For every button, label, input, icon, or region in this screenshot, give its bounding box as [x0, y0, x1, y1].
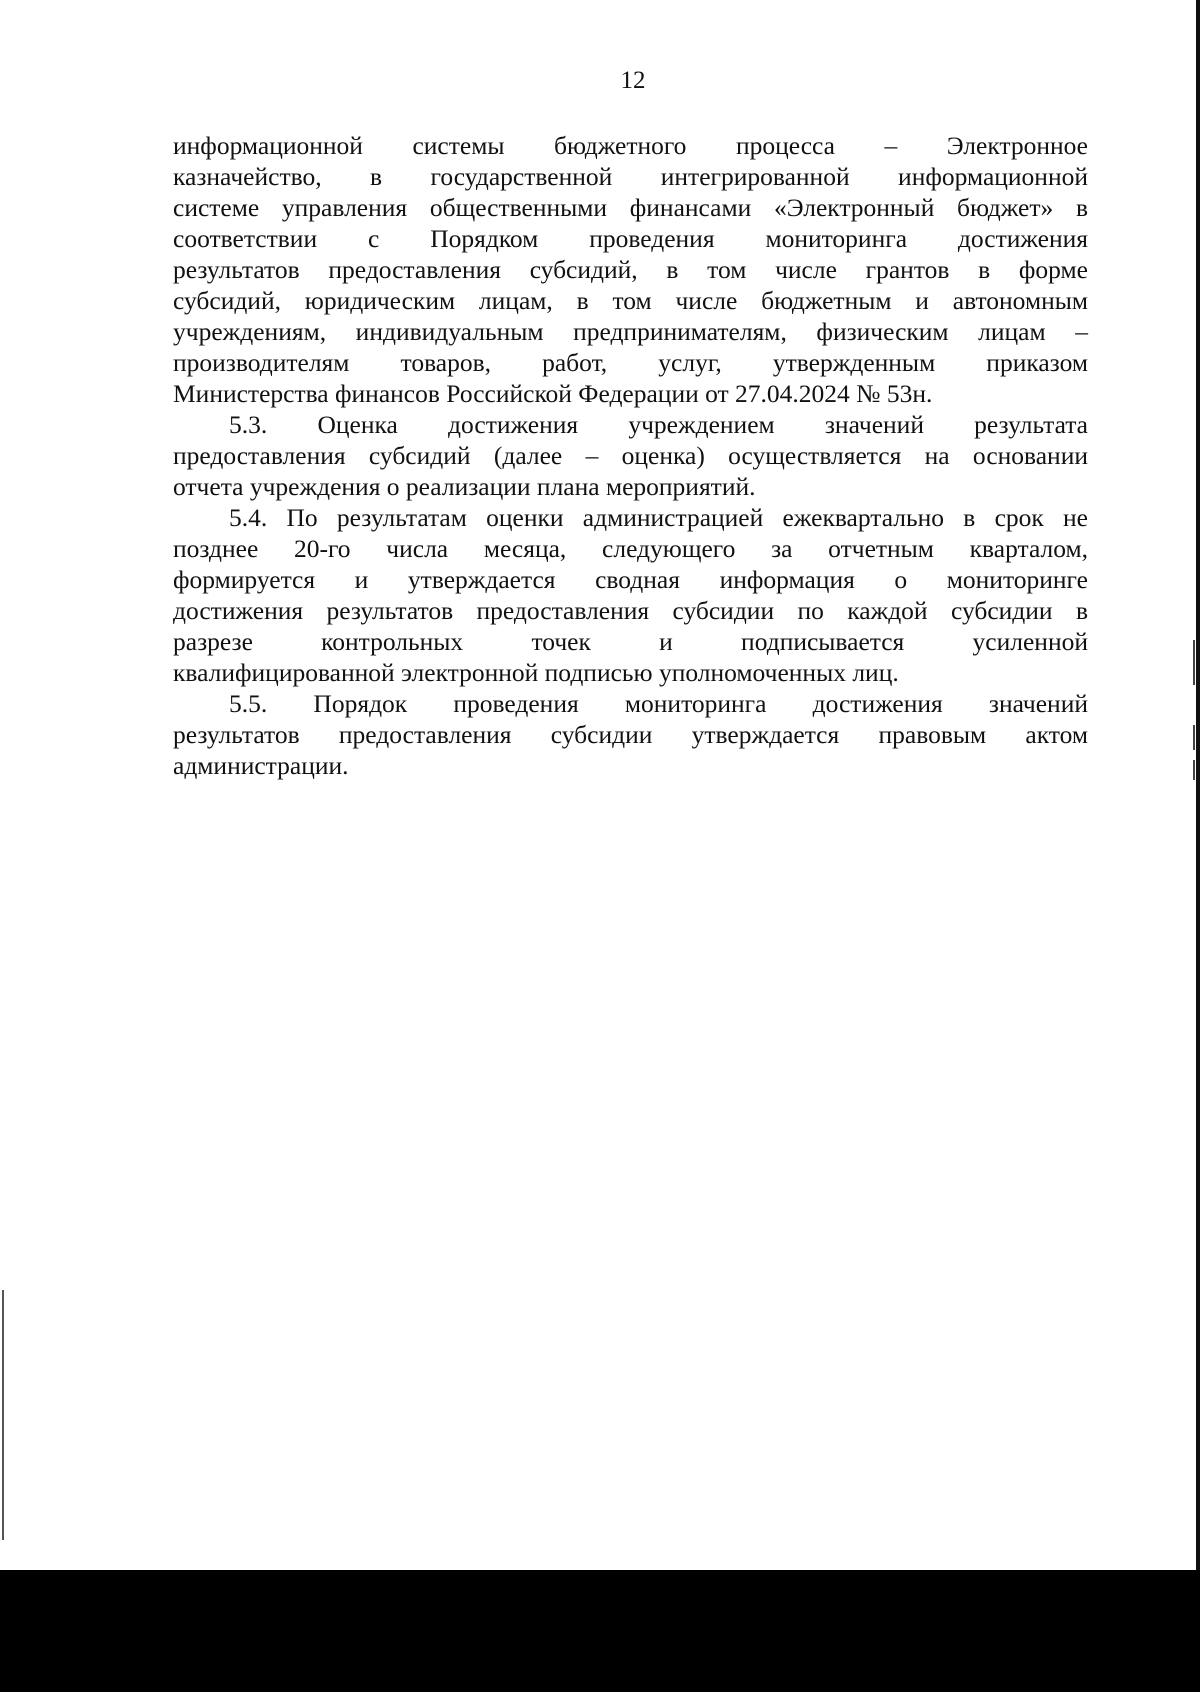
- text-line: достижения результатов предоставления субсидии по каждой субсидии в: [173, 596, 1088, 625]
- text-line: разрезе контрольных точек и подписывается усиленной: [173, 627, 1088, 656]
- page-number: 12: [620, 67, 646, 94]
- text-line: информационной системы бюджетного процесса – Электронное: [173, 131, 1088, 160]
- paragraph-5-5: [173, 688, 1088, 781]
- text-line: квалифицированной электронной подписью уполномоченных лиц.: [173, 658, 899, 687]
- text-line: 5.4. По результатам оценки администрацией ежеквартально в срок не: [229, 503, 1088, 532]
- text-line: позднее 20-го числа месяца, следующего за отчетным кварталом,: [173, 534, 1088, 563]
- text-line: администрации.: [173, 751, 349, 780]
- text-line: отчета учреждения о реализации плана мероприятий.: [173, 472, 756, 501]
- text-line: производителям товаров, работ, услуг, утвержденным приказом: [173, 348, 1088, 377]
- text-line: результатов предоставления субсидий, в том числе грантов в форме: [173, 255, 1088, 284]
- scan-mark: [2, 1290, 4, 1540]
- text-line: системе управления общественными финансами «Электронный бюджет» в: [173, 193, 1088, 222]
- text-line: формируется и утверждается сводная информация о мониторинге: [173, 565, 1088, 594]
- text-line: Министерства финансов Российской Федерации от 27.04.2024 № 53н.: [173, 379, 933, 408]
- scan-mark: [1193, 760, 1195, 780]
- paragraph-continuation: [173, 130, 1088, 409]
- text-line: казначейство, в государственной интегрированной информационной: [173, 162, 1088, 191]
- scan-bottom-band: [0, 1570, 1200, 1692]
- document-body: [173, 130, 1088, 781]
- text-line: 5.5. Порядок проведения мониторинга достижения значений: [229, 689, 1088, 718]
- scan-mark: [1193, 640, 1195, 685]
- text-line: результатов предоставления субсидии утверждается правовым актом: [173, 720, 1088, 749]
- text-line: предоставления субсидий (далее – оценка) осуществляется на основании: [173, 441, 1088, 470]
- scan-mark: [1193, 725, 1195, 750]
- text-line: 5.3. Оценка достижения учреждением значений результата: [229, 410, 1088, 439]
- paragraph-5-4: [173, 502, 1088, 688]
- text-line: субсидий, юридическим лицам, в том числе бюджетным и автономным: [173, 286, 1088, 315]
- text-line: соответствии с Порядком проведения мониторинга достижения: [173, 224, 1088, 253]
- scan-edge-right: [1196, 0, 1200, 1570]
- paragraph-5-3: [173, 409, 1088, 502]
- text-line: учреждениям, индивидуальным предпринимателям, физическим лицам –: [173, 317, 1088, 346]
